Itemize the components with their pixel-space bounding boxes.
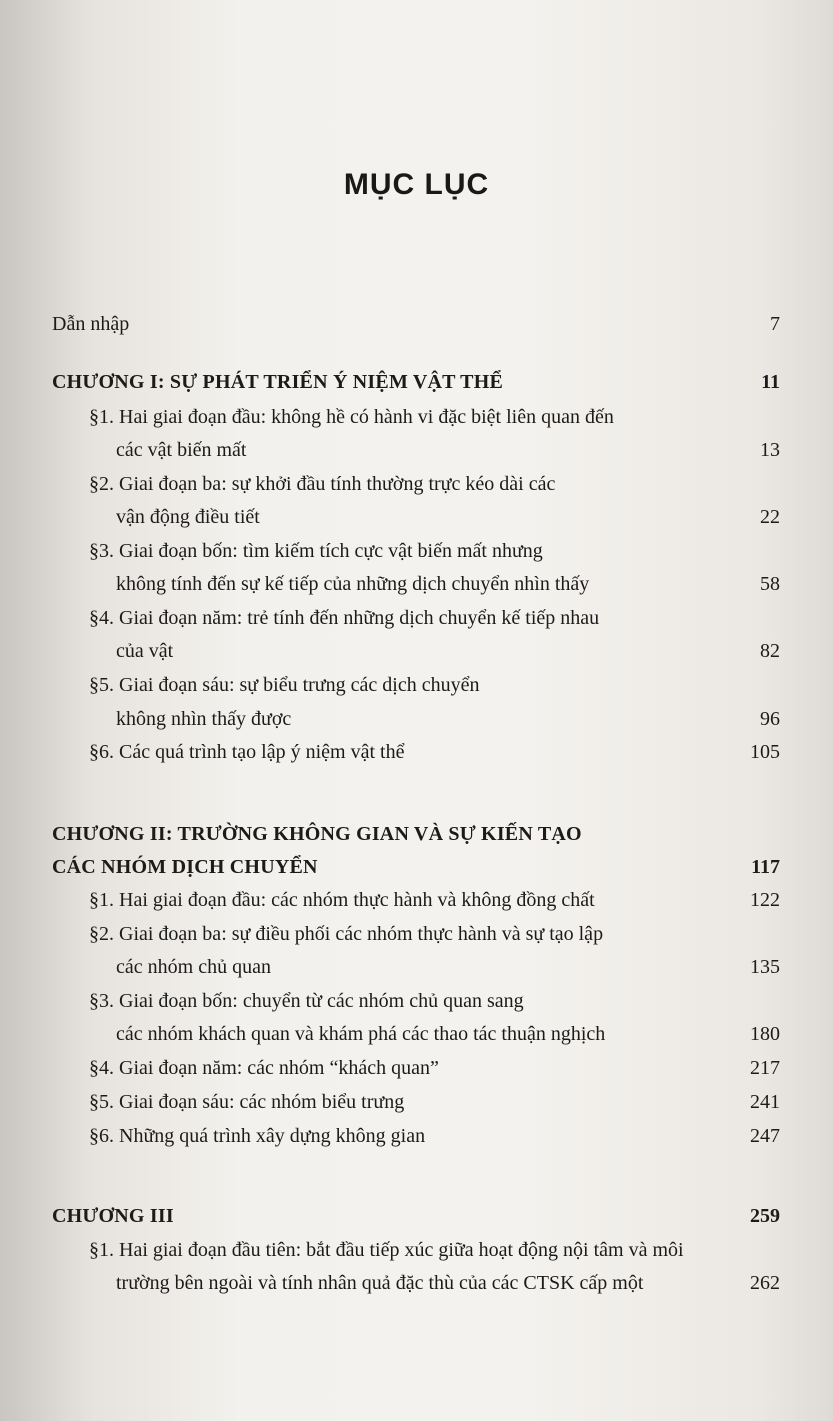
- entry-text: §3. Giai đoạn bốn: tìm kiếm tích cực vật biến mất nhưng: [89, 540, 543, 562]
- toc-entry: [52, 466, 780, 502]
- page-number: 180: [750, 1023, 780, 1045]
- entry-text: của vật: [116, 640, 174, 662]
- page-number: 262: [750, 1272, 780, 1294]
- entry-text: §1. Hai giai đoạn đầu tiên: bắt đầu tiếp xúc giữa hoạt động nội tâm và môi: [89, 1239, 684, 1261]
- entry-text: không tính đến sự kế tiếp của những dịch chuyển nhìn thấy: [116, 573, 590, 595]
- chapter-title: CHƯƠNG II: TRƯỜNG KHÔNG GIAN VÀ SỰ KIẾN TẠO: [52, 823, 582, 845]
- chapter-heading-3: [52, 1198, 780, 1234]
- entry-text: không nhìn thấy được: [116, 708, 292, 730]
- entry-text: §2. Giai đoạn ba: sự điều phối các nhóm thực hành và sự tạo lập: [89, 923, 604, 945]
- entry-text: các nhóm chủ quan: [116, 956, 271, 978]
- toc-entry: [52, 734, 780, 770]
- toc-entry: [52, 399, 780, 435]
- chapter-heading-2: [52, 816, 780, 852]
- page-number: 7: [770, 313, 780, 335]
- entry-text: §3. Giai đoạn bốn: chuyển từ các nhóm chủ quan sang: [89, 990, 524, 1012]
- toc-entry: [52, 1232, 780, 1268]
- chapter-title: CHƯƠNG III: [52, 1205, 174, 1227]
- entry-text: §1. Hai giai đoạn đầu: các nhóm thực hành và không đồng chất: [89, 889, 595, 911]
- toc-entry: [52, 1118, 780, 1154]
- chapter-title: CÁC NHÓM DỊCH CHUYỂN: [52, 856, 318, 878]
- toc-entry: [52, 916, 780, 952]
- entry-text: §1. Hai giai đoạn đầu: không hề có hành vi đặc biệt liên quan đến: [89, 406, 614, 428]
- entry-text: vận động điều tiết: [116, 506, 260, 528]
- page-number: 217: [750, 1057, 780, 1079]
- chapter-heading-2-cont: [52, 849, 780, 885]
- toc-entry: [52, 701, 780, 737]
- page-number: 259: [750, 1205, 780, 1227]
- toc-entry: [52, 983, 780, 1019]
- toc-entry: [52, 566, 780, 602]
- page-number: 11: [761, 371, 780, 393]
- page-title: MỤC LỤC: [343, 168, 490, 201]
- page-number: 58: [760, 573, 780, 595]
- toc-entry: [52, 432, 780, 468]
- toc-entry: [52, 600, 780, 636]
- toc-entry: [52, 1084, 780, 1120]
- page-number: 82: [760, 640, 780, 662]
- toc-entry: [52, 1265, 780, 1301]
- entry-text: §6. Những quá trình xây dựng không gian: [89, 1125, 426, 1147]
- entry-text: trường bên ngoài và tính nhân quả đặc thù của các CTSK cấp một: [116, 1272, 644, 1294]
- entry-text: Dẫn nhập: [52, 313, 130, 335]
- toc-entry: [52, 949, 780, 985]
- toc-entry: [52, 882, 780, 918]
- entry-text: §5. Giai đoạn sáu: các nhóm biểu trưng: [89, 1091, 405, 1113]
- entry-text: §4. Giai đoạn năm: trẻ tính đến những dịch chuyển kế tiếp nhau: [89, 607, 600, 629]
- entry-text: §2. Giai đoạn ba: sự khởi đầu tính thường trực kéo dài các: [89, 473, 556, 495]
- entry-text: các nhóm khách quan và khám phá các thao tác thuận nghịch: [116, 1023, 606, 1045]
- toc-entry-intro: [52, 306, 780, 342]
- page-number: 13: [760, 439, 780, 461]
- entry-text: §5. Giai đoạn sáu: sự biểu trưng các dịch chuyển: [89, 674, 480, 696]
- chapter-heading-1: [52, 364, 780, 400]
- page-number: 22: [760, 506, 780, 528]
- page-number: 117: [751, 856, 780, 878]
- entry-text: các vật biến mất: [116, 439, 247, 461]
- toc-entry: [52, 1050, 780, 1086]
- page-number: 135: [750, 956, 780, 978]
- page-number: 247: [750, 1125, 780, 1147]
- page-number: 105: [750, 741, 780, 763]
- chapter-title: CHƯƠNG I: SỰ PHÁT TRIỂN Ý NIỆM VẬT THỂ: [52, 371, 504, 393]
- toc-entry: [52, 667, 780, 703]
- page-number: 241: [750, 1091, 780, 1113]
- toc-entry: [52, 633, 780, 669]
- entry-text: §6. Các quá trình tạo lập ý niệm vật thể: [89, 741, 405, 763]
- toc-entry: [52, 533, 780, 569]
- toc-entry: [52, 499, 780, 535]
- toc-entry: [52, 1016, 780, 1052]
- page-number: 122: [750, 889, 780, 911]
- entry-text: §4. Giai đoạn năm: các nhóm “khách quan”: [89, 1057, 439, 1079]
- page-number: 96: [760, 708, 780, 730]
